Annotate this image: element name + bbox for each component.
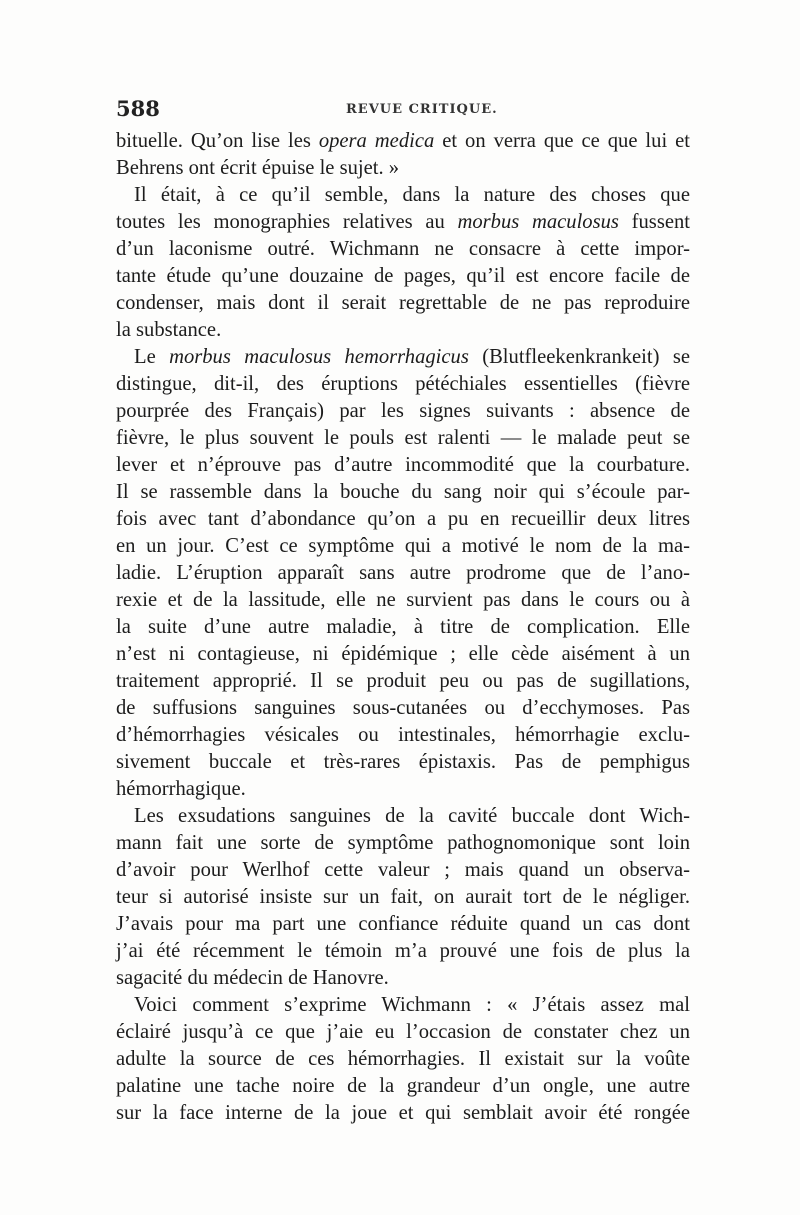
text-line: [116, 236, 690, 263]
text-segment: la suite d’une autre maladie, à titre de complication. Elle: [116, 616, 690, 638]
text-segment: pourprée des Français) par les signes suivants : absence de: [116, 400, 690, 422]
text-line: [116, 290, 690, 317]
text-segment: rexie et de la lassitude, elle ne survient pas dans le cours ou à: [116, 589, 690, 611]
text-line: [116, 992, 690, 1019]
text-segment: sur la face interne de la joue et qui semblait avoir été rongée: [116, 1102, 690, 1124]
text-line: [116, 884, 690, 911]
text-segment: d’hémorrhagies vésicales ou intestinales, hémorrhagie exclu-: [116, 724, 690, 746]
text-segment: teur si autorisé insiste sur un fait, on aurait tort de le négliger.: [116, 886, 690, 908]
text-segment: Il se rassemble dans la bouche du sang noir qui s’écoule par-: [116, 481, 690, 503]
text-segment: sivement buccale et très-rares épistaxis. Pas de pemphigus: [116, 751, 690, 773]
text-segment: Voici comment s’exprime Wichmann : « J’étais assez mal: [134, 994, 690, 1016]
text-segment: palatine une tache noire de la grandeur d’un ongle, une autre: [116, 1075, 690, 1097]
text-line: [116, 641, 690, 668]
italic-term: morbus maculosus: [457, 211, 619, 233]
text-segment: lever et n’éprouve pas d’autre incommodité que la courbature.: [116, 454, 690, 476]
text-segment: tante étude qu’une douzaine de pages, qu’il est encore facile de: [116, 265, 690, 287]
text-line: [116, 695, 690, 722]
text-segment: j’ai été récemment le témoin m’a prouvé une fois de plus la: [116, 940, 690, 962]
page-number: 588: [116, 96, 160, 121]
text-line: [116, 425, 690, 452]
italic-term: morbus maculosus hemorrhagicus: [169, 346, 469, 368]
text-line: [116, 776, 690, 803]
text-line: [116, 1100, 690, 1127]
text-line: [116, 1046, 690, 1073]
text-line: [116, 371, 690, 398]
text-line: [116, 1073, 690, 1100]
text-line: [116, 857, 690, 884]
text-line: [116, 479, 690, 506]
text-segment: n’est ni contagieuse, ni épidémique ; elle cède aisément à un: [116, 643, 690, 665]
text-segment: en un jour. C’est ce symptôme qui a motivé le nom de la ma-: [116, 535, 690, 557]
text-line: [116, 506, 690, 533]
running-head: REVUE CRITIQUE.: [346, 102, 498, 117]
text-line: [116, 830, 690, 857]
page-header: [116, 96, 690, 128]
text-line: [116, 533, 690, 560]
text-line: [116, 722, 690, 749]
text-line: [116, 803, 690, 830]
text-line: [116, 587, 690, 614]
text-segment: ladie. L’éruption apparaît sans autre prodrome que de l’ano-: [116, 562, 690, 584]
text-segment: d’avoir pour Werlhof cette valeur ; mais quand un observa-: [116, 859, 690, 881]
text-line: [116, 128, 690, 155]
text-line: [116, 911, 690, 938]
text-segment: fièvre, le plus souvent le pouls est ralenti — le malade peut se: [116, 427, 690, 449]
text-segment: traitement approprié. Il se produit peu ou pas de sugillations,: [116, 670, 690, 692]
text-segment: Behrens ont écrit épuise le sujet. »: [116, 157, 400, 179]
text-line: [116, 614, 690, 641]
italic-term: opera medica: [318, 130, 435, 152]
text-segment: condenser, mais dont il serait regrettable de ne pas reproduire: [116, 292, 690, 314]
text-segment: Les exsudations sanguines de la cavité buccale dont Wich-: [134, 805, 690, 827]
text-segment: d’un laconisme outré. Wichmann ne consacre à cette impor-: [116, 238, 690, 260]
text-line: [116, 452, 690, 479]
text-segment: et on verra que ce que lui et: [434, 130, 690, 152]
text-line: [116, 560, 690, 587]
body-text: [116, 128, 690, 1127]
text-segment: fois avec tant d’abondance qu’on a pu en recueillir deux litres: [116, 508, 690, 530]
text-line: [116, 965, 690, 992]
text-line: [116, 668, 690, 695]
text-segment: mann fait une sorte de symptôme pathognomonique sont loin: [116, 832, 690, 854]
text-segment: Le: [134, 346, 170, 368]
text-segment: bituelle. Qu’on lise les: [116, 130, 319, 152]
text-line: [116, 182, 690, 209]
text-line: [116, 155, 690, 182]
text-segment: hémorrhagique.: [116, 778, 246, 800]
text-line: [116, 317, 690, 344]
text-segment: (Blutfleekenkrankeit) se: [468, 346, 690, 368]
text-line: [116, 938, 690, 965]
text-line: [116, 344, 690, 371]
text-line: [116, 398, 690, 425]
text-segment: fussent: [618, 211, 690, 233]
text-segment: Il était, à ce qu’il semble, dans la nature des choses que: [134, 184, 690, 206]
text-segment: sagacité du médecin de Hanovre.: [116, 967, 389, 989]
text-line: [116, 209, 690, 236]
text-segment: la substance.: [116, 319, 222, 341]
text-segment: distingue, dit-il, des éruptions pétéchiales essentielles (fièvre: [116, 373, 690, 395]
text-line: [116, 1019, 690, 1046]
text-segment: éclairé jusqu’à ce que j’aie eu l’occasion de constater chez un: [116, 1021, 690, 1043]
text-segment: J’avais pour ma part une confiance réduite quand un cas dont: [116, 913, 690, 935]
text-line: [116, 263, 690, 290]
text-line: [116, 749, 690, 776]
text-segment: adulte la source de ces hémorrhagies. Il existait sur la voûte: [116, 1048, 690, 1070]
text-segment: de suffusions sanguines sous-cutanées ou d’ecchymoses. Pas: [116, 697, 690, 719]
text-segment: toutes les monographies relatives au: [116, 211, 458, 233]
